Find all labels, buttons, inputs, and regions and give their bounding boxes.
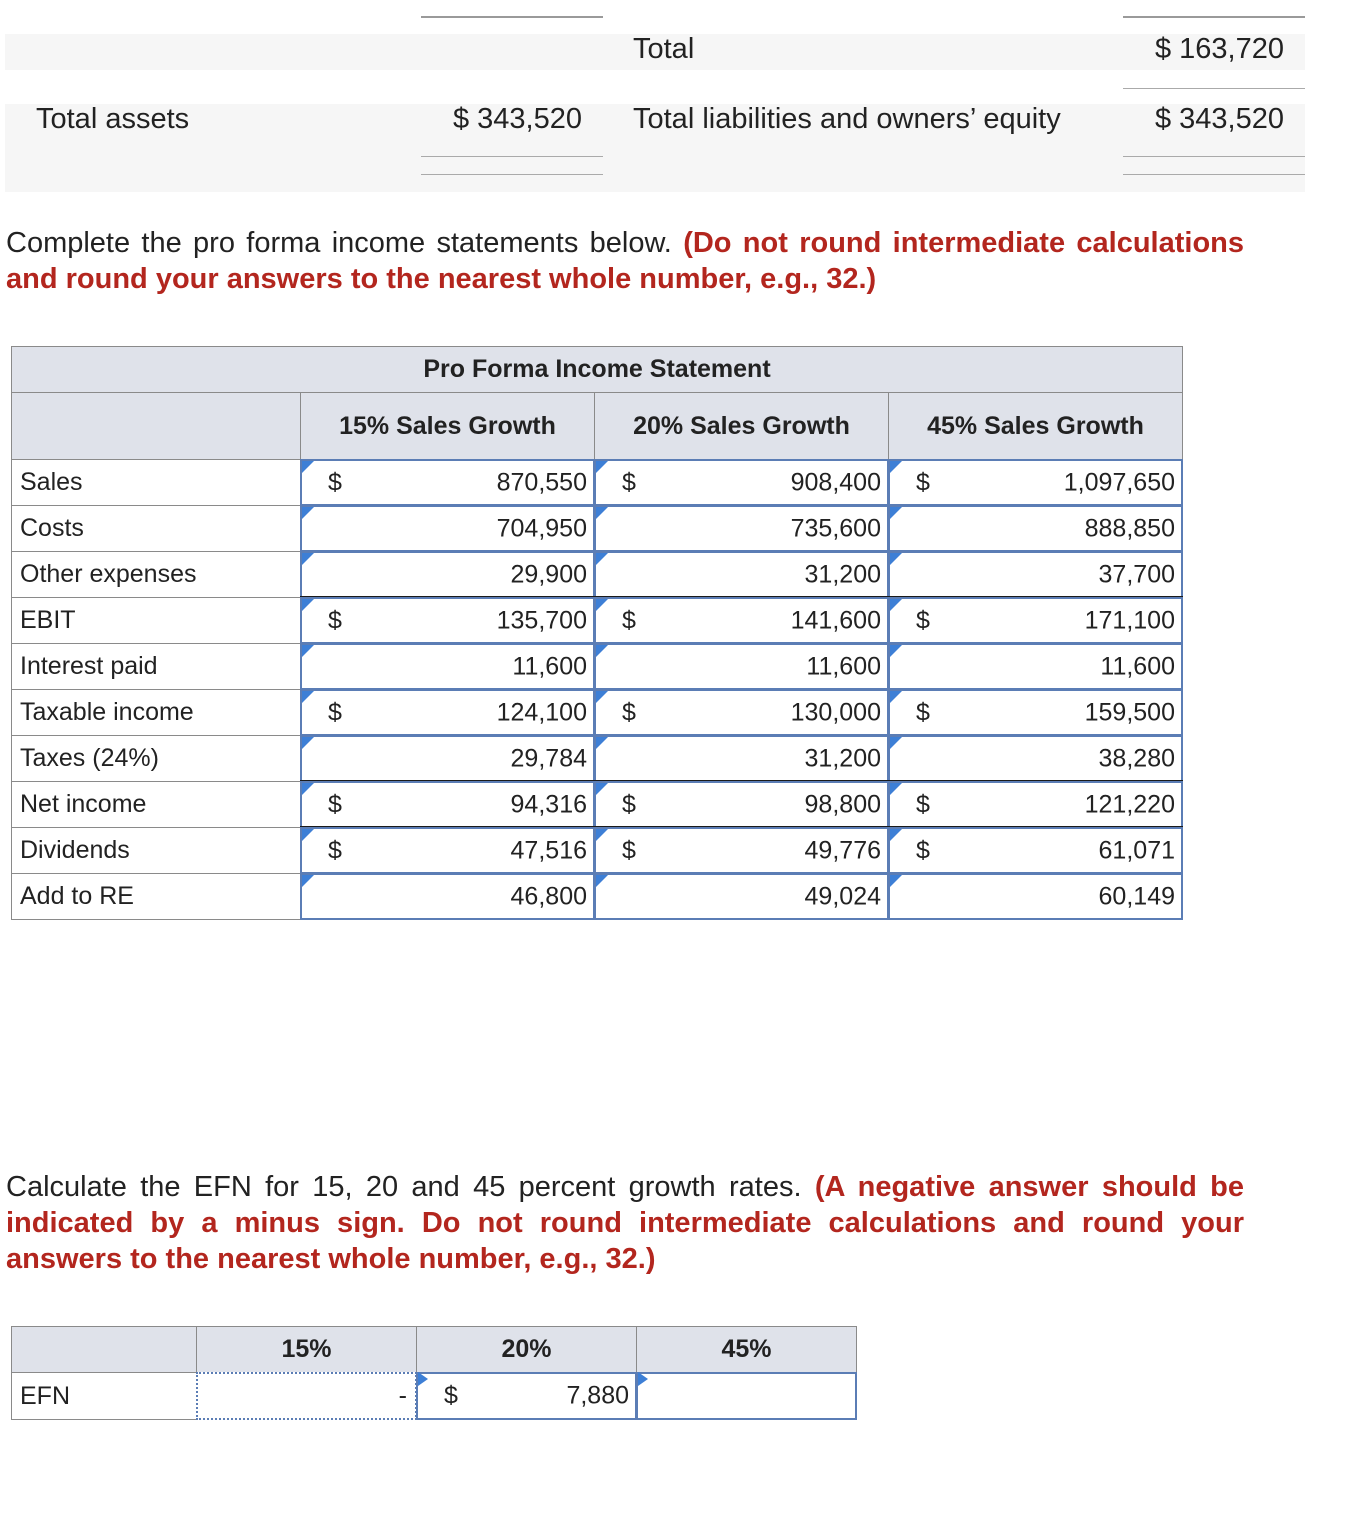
efn-col-45: 45% <box>636 1326 857 1373</box>
interest-paid-45-input[interactable] <box>888 643 1183 690</box>
col-header-15: 15% Sales Growth <box>300 392 595 460</box>
row-label-taxable-income: Taxable income <box>11 689 301 736</box>
input-flag-icon <box>302 461 314 473</box>
row-label-other-expenses: Other expenses <box>11 551 301 598</box>
row-label-taxes-24: Taxes (24%) <box>11 735 301 782</box>
interest-paid-20-value: 11,600 <box>806 652 881 680</box>
costs-45-input[interactable] <box>888 505 1183 552</box>
input-flag-icon <box>596 783 608 795</box>
dividends-45-dollar: $ <box>916 836 930 864</box>
input-flag-icon <box>596 691 608 703</box>
ebit-15-dollar: $ <box>328 606 342 634</box>
costs-15-input[interactable] <box>300 505 595 552</box>
net-income-45-value: 121,220 <box>1084 790 1175 818</box>
input-flag-icon <box>302 553 314 565</box>
bs-rule-total-right <box>1123 88 1305 89</box>
bs-rule-dbl1-left <box>421 156 603 157</box>
input-flag-icon <box>302 507 314 519</box>
efn-20-value: 7,880 <box>566 1381 629 1410</box>
taxable-income-15-value: 124,100 <box>496 698 587 726</box>
dividends-15-dollar: $ <box>328 836 342 864</box>
input-flag-icon <box>596 461 608 473</box>
input-flag-icon <box>596 737 608 749</box>
bs-rule-dbl2-right <box>1123 174 1305 175</box>
ebit-20-dollar: $ <box>622 606 636 634</box>
add-to-re-15-value: 46,800 <box>510 882 587 910</box>
sales-20-dollar: $ <box>622 468 636 496</box>
net-income-20-value: 98,800 <box>804 790 881 818</box>
costs-15-value: 704,950 <box>496 514 587 542</box>
taxable-income-45-value: 159,500 <box>1084 698 1175 726</box>
ebit-15-value: 135,700 <box>496 606 587 634</box>
input-flag-icon <box>596 599 608 611</box>
taxes-24-20-input[interactable] <box>594 735 889 782</box>
row-label-interest-paid: Interest paid <box>11 643 301 690</box>
efn-col-15: 15% <box>196 1326 417 1373</box>
bs-total-liab-value: $ 343,520 <box>1154 103 1284 135</box>
interest-paid-45-value: 11,600 <box>1100 652 1175 680</box>
taxable-income-15-input[interactable] <box>300 689 595 736</box>
ebit-20-value: 141,600 <box>790 606 881 634</box>
bs-rule-dbl1-right <box>1123 156 1305 157</box>
interest-paid-20-input[interactable] <box>594 643 889 690</box>
taxable-income-20-dollar: $ <box>622 698 636 726</box>
bs-rule-dbl2-left <box>421 174 603 175</box>
input-flag-icon <box>890 645 902 657</box>
costs-20-input[interactable] <box>594 505 889 552</box>
sales-20-value: 908,400 <box>790 468 881 496</box>
sales-15-value: 870,550 <box>496 468 587 496</box>
costs-20-value: 735,600 <box>790 514 881 542</box>
input-flag-icon <box>302 599 314 611</box>
input-flag-icon <box>890 737 902 749</box>
bs-rule-top-left <box>421 16 603 18</box>
instructions-income <box>6 225 1244 297</box>
efn-col-20: 20% <box>416 1326 637 1373</box>
efn-15-value: - <box>398 1381 407 1410</box>
dividends-15-input[interactable] <box>300 827 595 874</box>
input-flag-icon <box>302 645 314 657</box>
taxable-income-15-dollar: $ <box>328 698 342 726</box>
col-header-20: 20% Sales Growth <box>594 392 889 460</box>
efn-corner <box>11 1326 197 1373</box>
col-header-45: 45% Sales Growth <box>888 392 1183 460</box>
taxable-income-20-input[interactable] <box>594 689 889 736</box>
instructions-efn <box>6 1169 1244 1277</box>
instructions-income-plain: Complete the pro forma income statements below. <box>6 227 672 259</box>
dividends-45-value: 61,071 <box>1098 836 1175 864</box>
dividends-45-input[interactable] <box>888 827 1183 874</box>
net-income-45-input[interactable] <box>888 781 1183 828</box>
other-expenses-15-input[interactable] <box>300 551 595 598</box>
add-to-re-20-value: 49,024 <box>804 882 881 910</box>
taxable-income-20-value: 130,000 <box>790 698 881 726</box>
efn-table <box>11 1326 857 1420</box>
input-flag-icon <box>302 737 314 749</box>
net-income-20-input[interactable] <box>594 781 889 828</box>
ebit-45-input[interactable] <box>888 597 1183 644</box>
efn-15-input[interactable] <box>196 1372 417 1420</box>
dividends-20-input[interactable] <box>594 827 889 874</box>
ebit-15-input[interactable] <box>300 597 595 644</box>
net-income-20-dollar: $ <box>622 790 636 818</box>
input-flag-icon <box>890 875 902 887</box>
dividends-20-dollar: $ <box>622 836 636 864</box>
input-flag-icon <box>302 829 314 841</box>
input-flag-icon <box>890 461 902 473</box>
instructions-income-bold: (Do not round intermediate calculations and round your answers to the nearest whole number, e.g., 32.) <box>6 227 1245 295</box>
input-flag-icon <box>890 829 902 841</box>
bs-total-liab-label: Total liabilities and owners’ equity <box>633 103 1061 135</box>
row-label-costs: Costs <box>11 505 301 552</box>
bs-row-bottom-bg <box>5 140 1305 192</box>
net-income-15-dollar: $ <box>328 790 342 818</box>
bs-total-assets-value: $ 343,520 <box>452 103 582 135</box>
taxes-24-45-value: 38,280 <box>1098 744 1175 772</box>
row-label-ebit: EBIT <box>11 597 301 644</box>
instructions-efn-plain: Calculate the EFN for 15, 20 and 45 percent growth rates. <box>6 1171 802 1203</box>
efn-45-flag-icon <box>638 1372 648 1386</box>
input-flag-icon <box>890 783 902 795</box>
row-label-sales: Sales <box>11 459 301 506</box>
input-flag-icon <box>596 553 608 565</box>
input-flag-icon <box>596 507 608 519</box>
other-expenses-20-input[interactable] <box>594 551 889 598</box>
ebit-45-value: 171,100 <box>1084 606 1175 634</box>
bs-total-assets-label: Total assets <box>36 103 190 135</box>
income-table-corner <box>11 392 301 460</box>
taxes-24-15-input[interactable] <box>300 735 595 782</box>
input-flag-icon <box>302 691 314 703</box>
taxes-24-20-value: 31,200 <box>804 744 881 772</box>
efn-20-input[interactable] <box>416 1372 637 1420</box>
input-flag-icon <box>890 691 902 703</box>
taxable-income-45-input[interactable] <box>888 689 1183 736</box>
row-label-add-to-re: Add to RE <box>11 873 301 920</box>
add-to-re-15-input[interactable] <box>300 873 595 920</box>
interest-paid-15-input[interactable] <box>300 643 595 690</box>
interest-paid-15-value: 11,600 <box>512 652 587 680</box>
other-expenses-45-input[interactable] <box>888 551 1183 598</box>
dividends-15-value: 47,516 <box>510 836 587 864</box>
pro-forma-income-table <box>11 346 1183 920</box>
efn-20-flag-icon <box>418 1372 428 1386</box>
add-to-re-20-input[interactable] <box>594 873 889 920</box>
net-income-45-dollar: $ <box>916 790 930 818</box>
input-flag-icon <box>302 783 314 795</box>
sales-45-value: 1,097,650 <box>1063 468 1175 496</box>
efn-45-input[interactable] <box>636 1372 857 1420</box>
row-label-dividends: Dividends <box>11 827 301 874</box>
other-expenses-15-value: 29,900 <box>510 560 587 588</box>
net-income-15-value: 94,316 <box>510 790 587 818</box>
input-flag-icon <box>596 829 608 841</box>
bs-total-label: Total <box>633 33 695 65</box>
other-expenses-20-value: 31,200 <box>804 560 881 588</box>
sales-15-dollar: $ <box>328 468 342 496</box>
input-flag-icon <box>890 507 902 519</box>
sales-45-dollar: $ <box>916 468 930 496</box>
sales-45-input[interactable] <box>888 459 1183 506</box>
bs-rule-top-right <box>1123 16 1305 18</box>
taxable-income-45-dollar: $ <box>916 698 930 726</box>
add-to-re-45-value: 60,149 <box>1098 882 1175 910</box>
add-to-re-45-input[interactable] <box>888 873 1183 920</box>
efn-row-label: EFN <box>11 1372 197 1420</box>
row-label-net-income: Net income <box>11 781 301 828</box>
input-flag-icon <box>302 875 314 887</box>
efn-20-dollar: $ <box>444 1381 458 1410</box>
net-income-15-input[interactable] <box>300 781 595 828</box>
ebit-45-dollar: $ <box>916 606 930 634</box>
input-flag-icon <box>596 645 608 657</box>
taxes-24-15-value: 29,784 <box>510 744 587 772</box>
dividends-20-value: 49,776 <box>804 836 881 864</box>
input-flag-icon <box>596 875 608 887</box>
input-flag-icon <box>890 599 902 611</box>
instructions-efn-bold: (A negative answer should be indicated by a minus sign. Do not round intermediate calculations and round your answers to the nearest whole number, e.g., 32.) <box>6 1171 1244 1275</box>
other-expenses-45-value: 37,700 <box>1098 560 1175 588</box>
income-table-title: Pro Forma Income Statement <box>11 346 1183 393</box>
taxes-24-45-input[interactable] <box>888 735 1183 782</box>
input-flag-icon <box>890 553 902 565</box>
bs-total-value: $ 163,720 <box>1154 33 1284 65</box>
ebit-20-input[interactable] <box>594 597 889 644</box>
sales-20-input[interactable] <box>594 459 889 506</box>
sales-15-input[interactable] <box>300 459 595 506</box>
costs-45-value: 888,850 <box>1084 514 1175 542</box>
